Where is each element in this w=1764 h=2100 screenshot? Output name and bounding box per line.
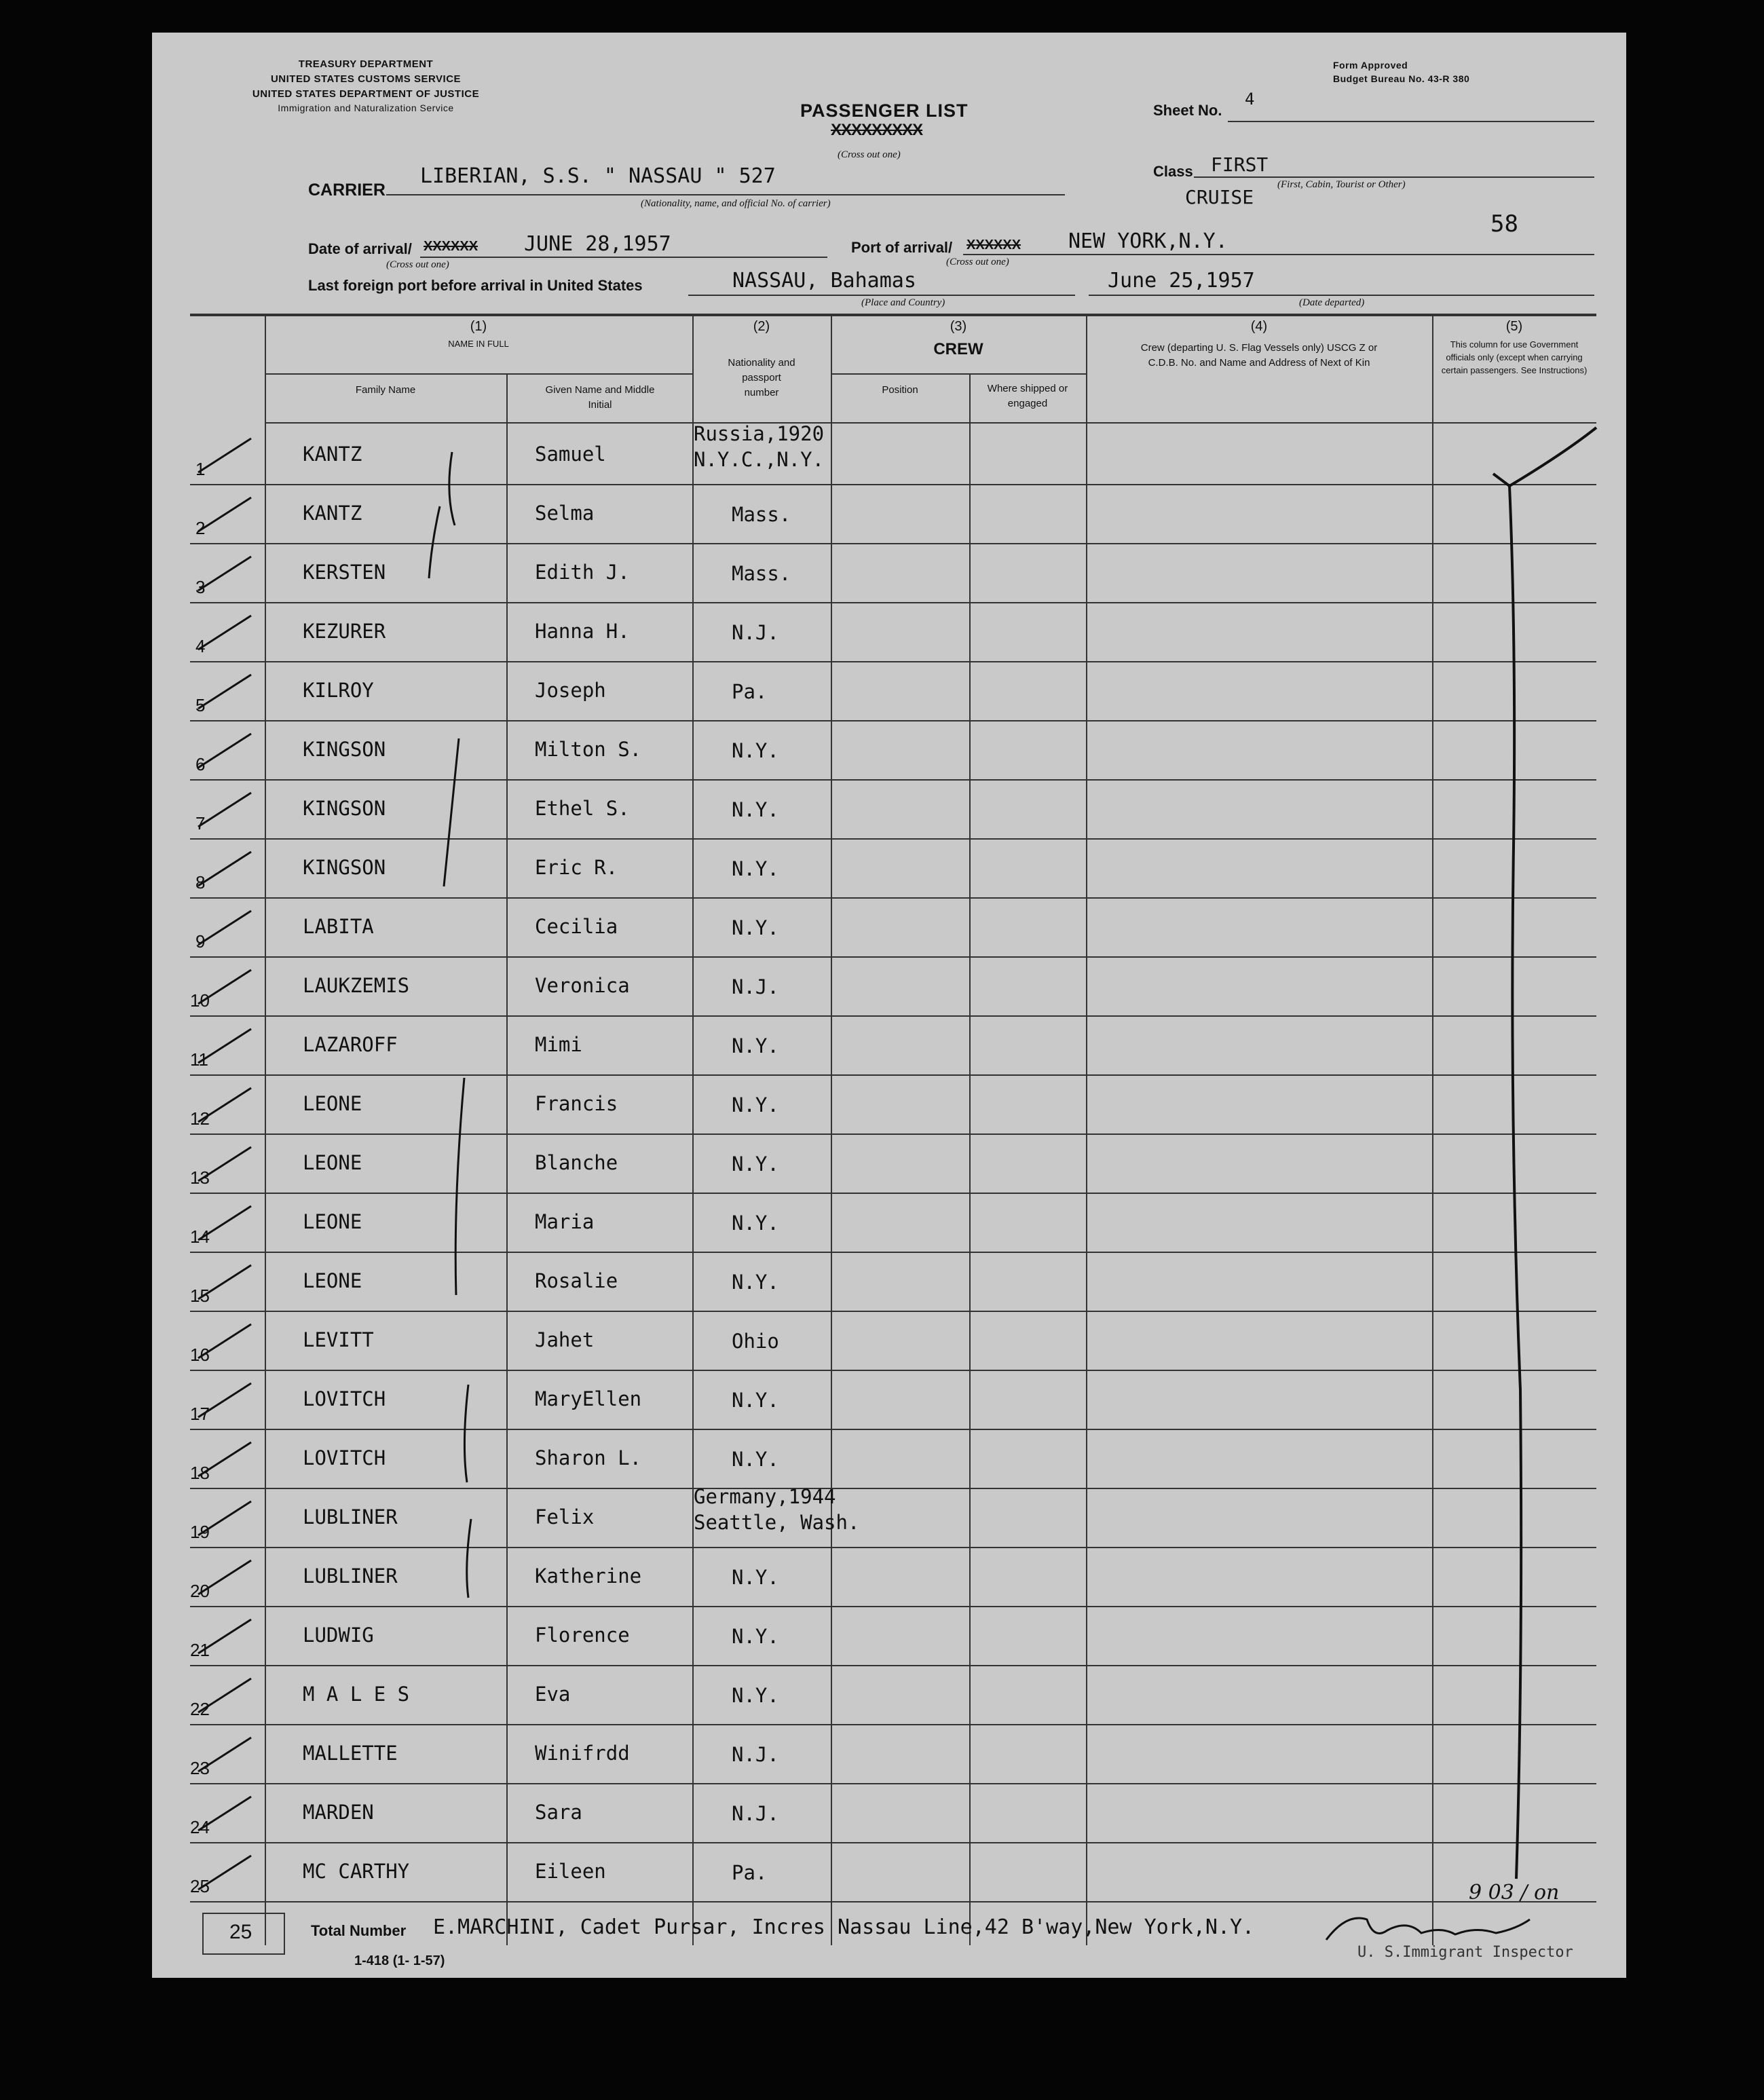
margin-note: 9 03 / on [1469, 1881, 1560, 1905]
given-name-cell: Hanna H. [535, 620, 630, 643]
given-name-cell: Milton S. [535, 738, 642, 761]
nationality-cell: Pa. [732, 1861, 768, 1884]
col4-number: (4) [1250, 319, 1268, 334]
family-bracket [464, 1385, 468, 1482]
given-name-cell: Winifrdd [535, 1742, 630, 1765]
sheet-number: 4 [1245, 90, 1255, 109]
row-number: 9 [195, 931, 206, 952]
cross-out-note: (Cross out one) [838, 149, 901, 160]
row-number: 4 [195, 636, 206, 656]
row-number: 10 [190, 990, 210, 1011]
nationality-cell: N.J. [732, 975, 779, 998]
family-name-cell: KILROY [303, 679, 374, 702]
nationality-cell: Mass. [732, 503, 791, 526]
nationality-cell: N.Y. [732, 1152, 779, 1176]
given-name-cell: Sara [535, 1801, 582, 1824]
cruise-label: CRUISE [1185, 186, 1254, 208]
family-name-cell: KANTZ [303, 502, 362, 525]
nationality-cell: N.J. [732, 621, 779, 644]
given-name-cell: Mimi [535, 1033, 582, 1056]
nationality-cell: N.Y. [732, 1625, 779, 1648]
family-name-cell: LEONE [303, 1269, 362, 1292]
family-bracket [444, 738, 459, 886]
row-number: 2 [195, 518, 206, 538]
row-number: 6 [195, 754, 206, 774]
handwritten-marks [152, 33, 1626, 1978]
given-name-cell: Edith J. [535, 561, 630, 584]
family-name-cell: LEONE [303, 1151, 362, 1174]
family-name-cell: LUDWIG [303, 1624, 374, 1647]
nationality-cell: N.Y. [732, 739, 779, 762]
nationality-cell: N.Y. [732, 1448, 779, 1471]
family-name-cell: KANTZ [303, 443, 362, 466]
port-label: Port of arrival/ [851, 239, 953, 256]
port-cross-note: (Cross out one) [946, 257, 1009, 267]
given-name-cell: MaryEllen [535, 1387, 642, 1410]
given-name-cell: Joseph [535, 679, 606, 702]
row-number: 18 [190, 1463, 210, 1483]
row-number: 22 [190, 1699, 210, 1719]
nationality-cell: N.Y. [732, 1212, 779, 1235]
position-header: Position [882, 384, 918, 396]
given-name-cell: Selma [535, 502, 595, 525]
family-bracket [449, 452, 455, 525]
given-name-cell: Maria [535, 1210, 595, 1233]
family-name-header: Family Name [355, 384, 416, 396]
family-name-cell: KERSTEN [303, 561, 386, 584]
class-label: Class [1153, 163, 1193, 180]
family-name-cell: LAZAROFF [303, 1033, 398, 1056]
nationality-cell: N.Y. [732, 916, 779, 939]
nationality-cell: N.Y. [732, 1389, 779, 1412]
row-number: 15 [190, 1286, 210, 1306]
given-name-cell: Eric R. [535, 856, 618, 879]
port-struck: XXXXXX [967, 238, 1021, 252]
class-note: (First, Cabin, Tourist or Other) [1277, 179, 1406, 190]
nationality-cell-line2: N.Y.C.,N.Y. [694, 448, 825, 471]
arrival-date-label: Date of arrival/ [308, 240, 412, 257]
given-name-cell: Katherine [535, 1564, 642, 1588]
passenger-list-document [152, 33, 1626, 1978]
family-bracket [467, 1519, 471, 1598]
col3-number: (3) [950, 319, 967, 334]
nationality-cell: N.Y. [732, 1034, 779, 1057]
row-number: 13 [190, 1167, 210, 1188]
row-number: 23 [190, 1758, 210, 1778]
form-approved-line: Budget Bureau No. 43-R 380 [1333, 73, 1470, 84]
last-port-value: NASSAU, Bahamas [732, 269, 916, 293]
family-name-cell: KINGSON [303, 797, 386, 820]
agency-line: UNITED STATES CUSTOMS SERVICE [270, 73, 462, 85]
last-port-label: Last foreign port before arrival in United States [308, 277, 643, 294]
family-name-cell: LAUKZEMIS [303, 974, 410, 997]
last-port-note: (Place and Country) [861, 297, 945, 308]
col1-title: NAME IN FULL [448, 339, 509, 349]
agency-line: UNITED STATES DEPARTMENT OF JUSTICE [252, 88, 480, 100]
given-name-cell: Rosalie [535, 1269, 618, 1292]
col5-number: (5) [1505, 319, 1523, 334]
form-code: 1-418 (1- 1-57) [354, 1953, 445, 1968]
family-name-cell: LUBLINER [303, 1564, 398, 1588]
nationality-header: Nationality and passport number [728, 357, 795, 398]
family-name-cell: LUBLINER [303, 1505, 398, 1529]
family-bracket [429, 506, 440, 578]
page-title: PASSENGER LIST [800, 100, 969, 121]
crew-header: CREW [933, 340, 983, 358]
family-bracket [455, 1078, 464, 1295]
given-name-cell: Ethel S. [535, 797, 630, 820]
row-number: 16 [190, 1345, 210, 1365]
row-number: 19 [190, 1522, 210, 1542]
row-number: 20 [190, 1581, 210, 1601]
row-number: 1 [195, 459, 206, 479]
row-number: 24 [190, 1817, 210, 1837]
row-number: 25 [190, 1876, 210, 1896]
family-name-cell: LEONE [303, 1210, 362, 1233]
port-value: NEW YORK,N.Y. [1068, 229, 1228, 253]
sheet-label: Sheet No. [1153, 102, 1222, 119]
nationality-cell-line2: Seattle, Wash. [694, 1511, 860, 1534]
date-departed-value: June 25,1957 [1108, 269, 1255, 293]
class-value: FIRST [1211, 153, 1269, 176]
given-name-cell: Florence [535, 1624, 630, 1647]
nationality-cell: N.Y. [732, 857, 779, 880]
nationality-cell: N.Y. [732, 1093, 779, 1117]
nationality-cell: N.Y. [732, 1271, 779, 1294]
officials-vertical-stroke [1509, 486, 1521, 1879]
crew-kin-header: Crew (departing U. S. Flag Vessels only) USCG Z or C.D.B. No. and Name and Address of Next of Kin [1140, 342, 1378, 369]
row-number: 3 [195, 577, 206, 597]
nationality-cell: Ohio [732, 1330, 779, 1353]
arrival-date-value: JUNE 28,1957 [524, 232, 671, 256]
nationality-cell: N.Y. [732, 798, 779, 821]
family-name-cell: KINGSON [303, 856, 386, 879]
date-departed-note: (Date departed) [1299, 297, 1365, 308]
checkmark-icon [1493, 428, 1596, 486]
nationality-cell: Mass. [732, 562, 791, 585]
family-name-cell: KINGSON [303, 738, 386, 761]
inspector-label: U. S.Immigrant Inspector [1357, 1944, 1573, 1961]
officials-header: This column for use Government officials only (except when carrying certain passengers. See Instructions) [1441, 339, 1588, 375]
family-name-cell: LEVITT [303, 1328, 374, 1351]
nationality-cell: Russia,1920 [694, 422, 825, 445]
shipped-header: Where shipped or engaged [987, 383, 1068, 409]
nationality-cell: N.J. [732, 1743, 779, 1766]
purser-line: E.MARCHINI, Cadet Pursar, Incres Nassau Line,42 B'way,New York,N.Y. [433, 1915, 1255, 1939]
col1-number: (1) [470, 319, 487, 334]
form-approved-line: Form Approved [1333, 60, 1408, 71]
family-name-cell: MARDEN [303, 1801, 374, 1824]
given-name-cell: Felix [535, 1505, 595, 1529]
given-name-cell: Cecilia [535, 915, 618, 938]
given-name-cell: Eva [535, 1683, 571, 1706]
family-name-cell: LOVITCH [303, 1387, 386, 1410]
given-name-cell: Sharon L. [535, 1446, 642, 1469]
given-name-cell: Blanche [535, 1151, 618, 1174]
total-label: Total Number [311, 1922, 407, 1939]
family-name-cell: KEZURER [303, 620, 386, 643]
family-name-cell: LOVITCH [303, 1446, 386, 1469]
family-name-cell: MC CARTHY [303, 1860, 410, 1883]
nationality-cell: N.Y. [732, 1566, 779, 1589]
given-name-cell: Veronica [535, 974, 630, 997]
given-name-cell: Samuel [535, 443, 606, 466]
carrier-note: (Nationality, name, and official No. of carrier) [641, 198, 831, 209]
row-number: 14 [190, 1226, 210, 1247]
family-name-cell: M A L E S [303, 1683, 410, 1706]
given-name-header: Given Name and Middle Initial [545, 384, 655, 411]
row-number: 17 [190, 1404, 210, 1424]
nationality-cell: N.J. [732, 1802, 779, 1825]
row-number: 5 [195, 695, 206, 715]
arrival-date-struck: XXXXXX [424, 239, 478, 254]
nationality-cell: Pa. [732, 680, 768, 703]
given-name-cell: Francis [535, 1092, 618, 1115]
arrival-cross-note: (Cross out one) [386, 259, 449, 270]
nationality-cell: N.Y. [732, 1684, 779, 1707]
carrier-label: CARRIER [308, 181, 386, 200]
nationality-cell: Germany,1944 [694, 1485, 836, 1508]
given-name-cell: Jahet [535, 1328, 595, 1351]
given-name-cell: Eileen [535, 1860, 606, 1883]
row-number: 11 [190, 1049, 208, 1070]
row-number: 8 [195, 872, 206, 893]
agency-line: TREASURY DEPARTMENT [298, 58, 434, 70]
family-name-cell: LABITA [303, 915, 374, 938]
col2-number: (2) [753, 319, 770, 334]
total-box-value: 25 [229, 1921, 252, 1943]
carrier-value: LIBERIAN, S.S. " NASSAU " 527 [420, 164, 776, 188]
title-struck: XXXXXXXXX [831, 121, 923, 139]
page-number: 58 [1490, 210, 1518, 238]
row-number: 21 [190, 1640, 210, 1660]
family-name-cell: MALLETTE [303, 1742, 398, 1765]
family-name-cell: LEONE [303, 1092, 362, 1115]
row-number: 12 [190, 1108, 210, 1129]
agency-line: Immigration and Naturalization Service [278, 102, 454, 113]
row-number: 7 [195, 813, 206, 833]
